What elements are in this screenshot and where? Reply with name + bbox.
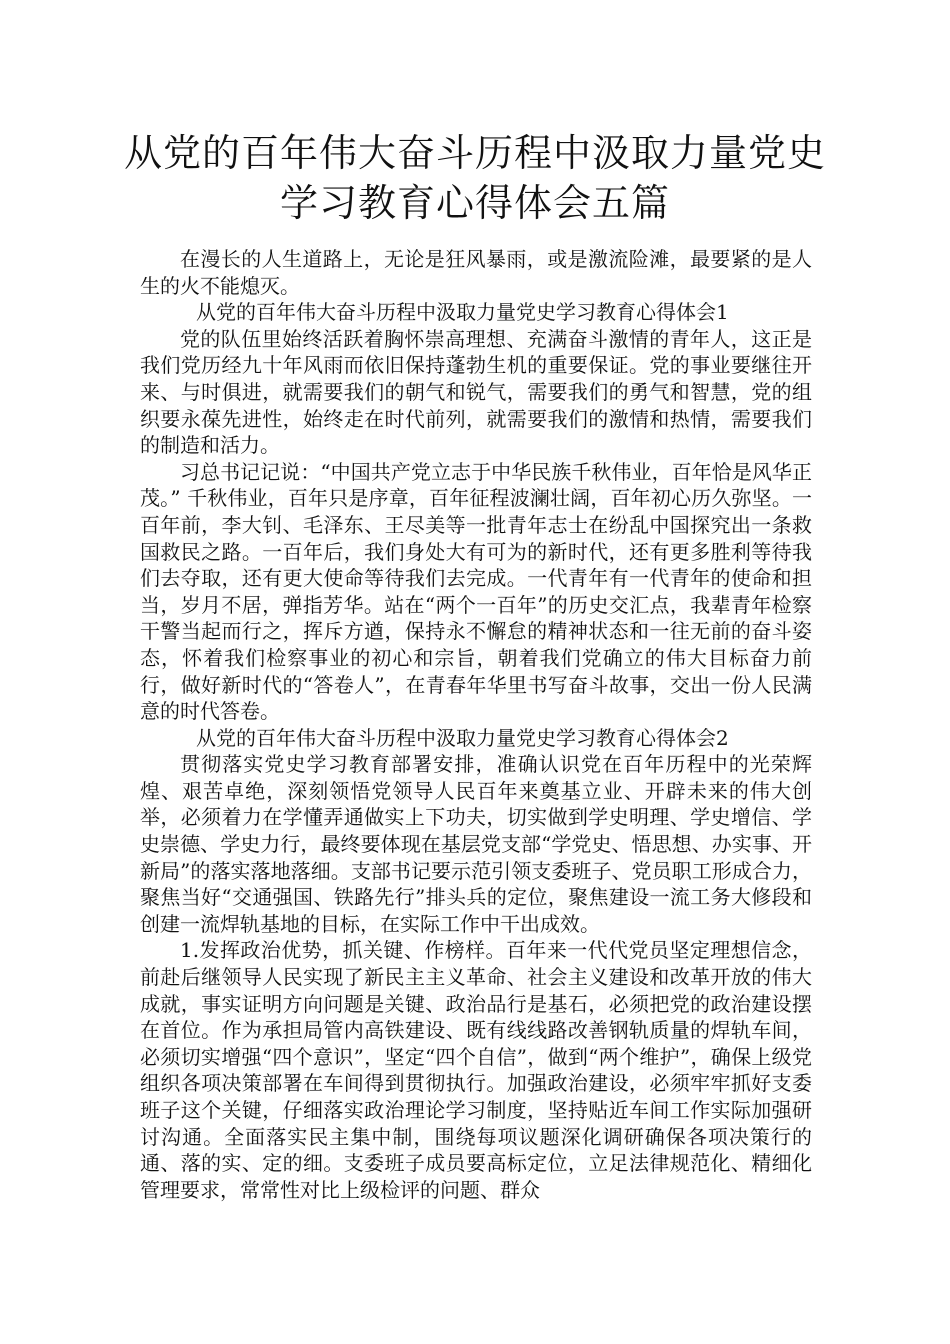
section-heading-2: 从党的百年伟大奋斗历程中汲取力量党史学习教育心得体会2 [196,725,729,750]
section-heading-1: 从党的百年伟大奋斗历程中汲取力量党史学习教育心得体会1 [196,300,729,325]
body-paragraph: 1.发挥政治优势，抓关键、作榜样。百年来一代代党员坚定理想信念，前赴后继领导人民实现了新民主主义革命、社会主义建设和改革开放的伟大成就，事实证明方向问题是关键、政治品行是基石，必须把党的政治建设摆在首位。作为承担局管内高铁建设、既有线线路改善钢轨质量的焊轨车间，必须切实增强“四个意识”，坚定“四个自信”，做到“两个维护”，确保上级党组织各项决策部署在车间得到贯彻执行。加强政治建设，必须牢牢抓好支委班子这个关键，仔细落实政治理论学习制度，坚持贴近车间工作实际加强研讨沟通。全面落实民主集中制，围绕每项议题深化调研确保各项决策行的通、落的实、定的细。支委班子成员要高标定位，立足法律规范化、精细化管理要求，常常性对比上级检评的问题、群众 [140,938,812,1202]
title-line-1: 从党的百年伟大奋斗历程中汲取力量党史 [123,131,826,175]
title-line-2: 学习教育心得体会五篇 [279,181,670,225]
body-paragraph: 党的队伍里始终活跃着胸怀崇高理想、充满奋斗激情的青年人，这正是我们党历经九十年风雨而依旧保持蓬勃生机的重要保证。党的事业要继往开来、与时俱进，就需要我们的朝气和锐气，需要我们的勇气和智慧，党的组织要永葆先进性，始终走在时代前列，就需要我们的激情和热情，需要我们的制造和活力。 [140,326,812,458]
document-title [120,128,830,228]
document-body [140,246,812,1203]
body-paragraph: 习总书记记说：“中国共产党立志于中华民族千秋伟业，百年恰是风华正茂。” 千秋伟业，百年只是序章，百年征程波澜壮阔，百年初心历久弥坚。一百年前，李大钊、毛泽东、王尽美等一批青年志士在纷乱中国探究出一条救国救民之路。一百年后，我们身处大有可为的新时代，还有更多胜利等待我们去夺取，还有更大使命等待我们去完成。一代青年有一代青年的使命和担当，岁月不居，弹指芳华。站在“两个一百年”的历史交汇点，我辈青年检察干警当起而行之，挥斥方遒，保持永不懈怠的精神状态和一往无前的奋斗姿态，怀着我们检察事业的初心和宗旨，朝着我们党确立的伟大目标奋力前行，做好新时代的“答卷人”，在青春年华里书写奋斗故事，交出一份人民满意的时代答卷。 [140,459,812,724]
intro-paragraph: 在漫长的人生道路上，无论是狂风暴雨，或是激流险滩，最要紧的是人生的火不能熄灭。 [140,247,812,298]
body-paragraph: 贯彻落实党史学习教育部署安排，准确认识党在百年历程中的光荣辉煌、艰苦卓绝，深刻领悟党领导人民百年来奠基立业、开辟未来的伟大创举，必须着力在学懂弄通做实上下功夫，切实做到学史明理、学史增信、学史崇德、学史力行，最终要体现在基层党支部“学党史、悟思想、办实事、开新局”的落实落地落细。支部书记要示范引领支委班子、党员职工形成合力，聚焦当好“交通强国、铁路先行”排头兵的定位，聚焦建设一流工务大修段和创建一流焊轨基地的目标，在实际工作中干出成效。 [140,752,812,936]
